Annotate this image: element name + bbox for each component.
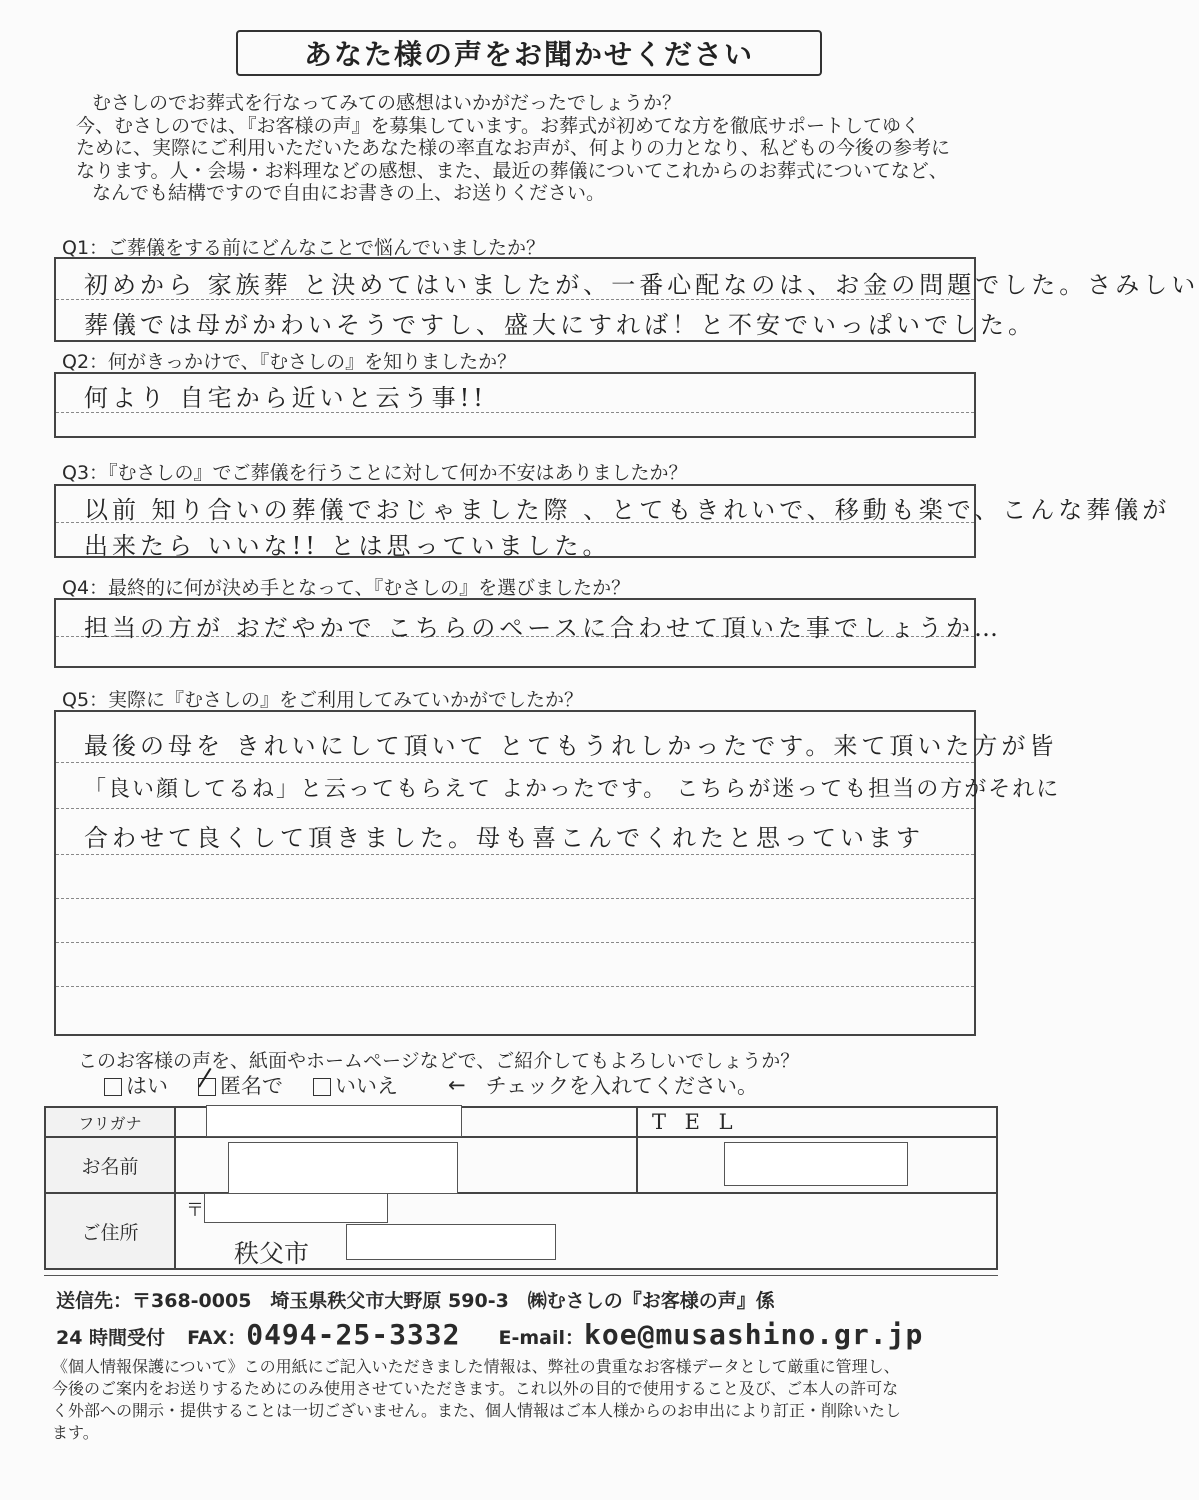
checkbox-yes[interactable] (104, 1078, 122, 1096)
email-label: E-mail： (498, 1327, 585, 1349)
redacted-tel (724, 1142, 908, 1186)
consent-instruction: チェックを入れてください。 (485, 1074, 758, 1098)
privacy-notice: 《個人情報保護について》この用紙にご記入いただきました情報は、弊社の貴重なお客様データとして厳重に管理し、 今後のご案内をお送りするためにのみ使用させていただきます。これ以外の目的で使用すること及び、ご本人の許可な く外部への開示・提供することは一切ございません。また、個人情報はご本人様からのお申出により訂正・削除いたし ます。 (52, 1357, 901, 1442)
consent-options (104, 1070, 758, 1100)
question-5-label: Q5：実際に『むさしの』をご利用してみていかがでしたか？ (62, 689, 584, 711)
contact-line (56, 1318, 923, 1351)
postal-mark: 〒 (186, 1200, 204, 1221)
answer-1-line-1: 初めから 家族葬 と決めてはいましたが、一番心配なのは、お金の問題でした。さみしい (84, 271, 1199, 299)
answer-5-line-2: 「良い顔してるね」と云ってもらえて よかったです。 こちらが迷っても担当の方がそれに (84, 777, 1061, 802)
answer-4-line-1: 担当の方が おだやかで こちらのペースに合わせて頂いた事でしょうか… (84, 614, 1003, 642)
redacted-address-1 (204, 1193, 388, 1223)
answer-2-box (54, 372, 976, 438)
address-city: 秩父市 (234, 1239, 310, 1268)
answer-4-box (54, 598, 1003, 668)
answer-5-line-3: 合わせて良くして頂きました。母も喜こんでくれたと思っています (84, 824, 924, 852)
furigana-label: フリガナ (45, 1107, 175, 1137)
answer-2-line-1: 何より 自宅から近いと云う事!! (84, 384, 487, 412)
question-1-label: Q1：ご葬儀をする前にどんなことで悩んでいましたか？ (62, 237, 546, 259)
consent-question: このお客様の声を、紙面やホームページなどで、ご紹介してもよろしいでしょうか？ (78, 1050, 800, 1072)
email-address[interactable]: koe@musashino.gr.jp (584, 1318, 924, 1351)
send-to: 送信先：〒368-0005 埼玉県秩父市大野原 590-3 ㈱むさしの『お客様の声』係 (56, 1290, 775, 1312)
hours: 24 時間受付 (56, 1327, 166, 1349)
answer-5-line-1: 最後の母を きれいにして頂いて とてもうれしかったです。来て頂いた方が皆 (84, 732, 1058, 760)
checkbox-anonymous-checked[interactable] (198, 1078, 216, 1096)
name-label: お名前 (45, 1137, 175, 1193)
footer-divider (44, 1275, 998, 1276)
answer-3-box (54, 484, 1171, 560)
option-anonymous[interactable]: 匿名で (198, 1070, 283, 1100)
tel-label: T E L (637, 1107, 997, 1137)
redacted-name (228, 1142, 458, 1194)
answer-1-box (54, 257, 1199, 342)
answer-3-line-1: 以前 知り合いの葬儀でおじゃました際 、とてもきれいで、移動も楽で、こんな葬儀が (84, 496, 1171, 524)
question-3-label: Q3：『むさしの』でご葬儀を行うことに対して何か不安はありましたか？ (62, 462, 688, 484)
redacted-address-2 (346, 1224, 556, 1260)
question-4-label: Q4：最終的に何が決め手となって、『むさしの』を選びましたか？ (62, 577, 631, 599)
arrow-left-icon: ← (448, 1073, 466, 1097)
redacted-furigana (206, 1105, 462, 1137)
fax-number[interactable]: 0494-25-3332 (246, 1318, 461, 1351)
intro-text: むさしのでお葬式を行なってみての感想はいかがだったでしょうか？ 今、むさしのでは、『お客様の声』を募集しています。お葬式が初めてな方を徹底サポートしてゆく ために、実際にご利用いただいたあなた様の率直なお声が、何よりの力となり、私どもの今後の参考に なります。人・会場・お料理などの感想、また、最近の葬儀についてこれからのお葬式についてなど、 なんでも結構ですので自由にお書きの上、お送りください。 (76, 92, 951, 204)
fax-label: FAX： (187, 1327, 247, 1349)
answer-3-line-2: 出来たら いいな!! とは思っていました。 (84, 532, 611, 560)
answer-5-box (54, 710, 1061, 1036)
checkbox-no[interactable] (313, 1078, 331, 1096)
answer-1-line-2: 葬儀では母がかわいそうですし、盛大にすれば！と不安でいっぱいでした。 (84, 311, 1036, 339)
option-no[interactable]: いいえ (313, 1070, 398, 1100)
page-title: あなた様の声をお聞かせください (236, 30, 822, 76)
address-label: ご住所 (45, 1193, 175, 1269)
question-2-label: Q2：何がきっかけで、『むさしの』を知りましたか？ (62, 351, 517, 373)
option-yes[interactable]: はい (104, 1070, 168, 1100)
